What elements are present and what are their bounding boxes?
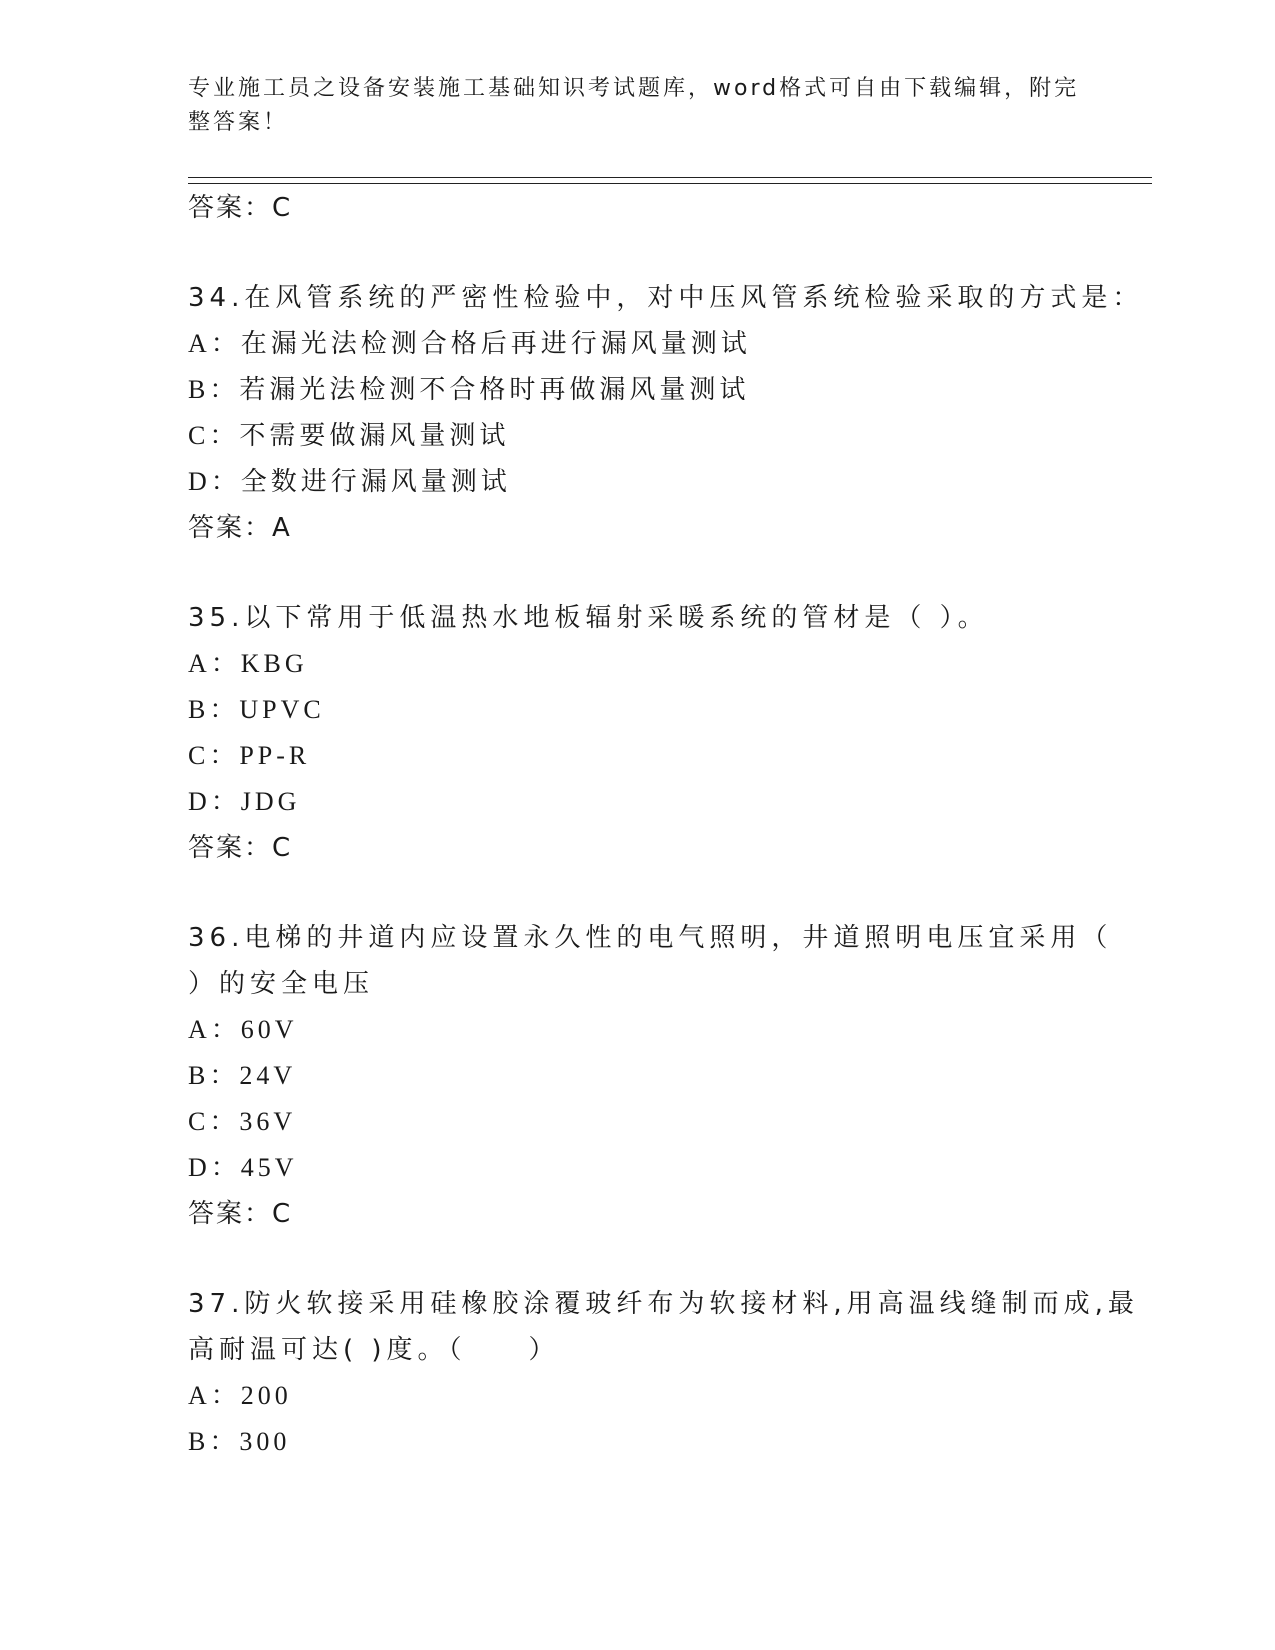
option-letter: A： xyxy=(188,1381,241,1410)
spacer xyxy=(188,551,1088,595)
option-b xyxy=(188,1053,1088,1099)
option-text: KBG xyxy=(240,649,308,678)
header-line-2: 整答案！ xyxy=(188,110,289,135)
option-letter: A： xyxy=(188,649,241,678)
answer-line: 答案：C xyxy=(188,1199,293,1229)
option-d xyxy=(188,779,1088,825)
header-rule-top xyxy=(188,177,1152,178)
option-letter: D： xyxy=(188,787,241,816)
option-letter: D： xyxy=(188,1153,241,1182)
spacer xyxy=(188,871,1088,915)
option-letter: C： xyxy=(188,741,240,770)
document-header xyxy=(188,72,1088,140)
option-letter: C： xyxy=(188,421,240,450)
question-text: 37.防火软接采用硅橡胶涂覆玻纤布为软接材料,用高温线缝制而成,最 xyxy=(188,1289,1139,1319)
option-a xyxy=(188,1373,1088,1419)
spacer xyxy=(188,1237,1088,1281)
option-d xyxy=(188,1145,1088,1191)
option-text: PP-R xyxy=(239,741,311,770)
question-text: 36.电梯的井道内应设置永久性的电气照明，井道照明电压宜采用（ xyxy=(188,923,1113,953)
option-letter: B： xyxy=(188,695,240,724)
option-c xyxy=(188,413,1088,459)
question-block xyxy=(188,595,1088,871)
option-letter: A： xyxy=(188,329,241,358)
option-text: 200 xyxy=(240,1381,292,1410)
option-letter: B： xyxy=(188,1427,240,1456)
question-text: 35.以下常用于低温热水地板辐射采暖系统的管材是（ ）。 xyxy=(188,603,989,633)
answer-line: 答案：A xyxy=(188,513,292,543)
option-text: 24V xyxy=(239,1061,297,1090)
question-text-continued: 高耐温可达( )度。（ ） xyxy=(188,1335,560,1365)
option-text: 300 xyxy=(239,1427,291,1456)
question-block xyxy=(188,915,1113,1237)
option-a xyxy=(188,641,1088,687)
option-a xyxy=(188,1007,1088,1053)
option-letter: A： xyxy=(188,1015,241,1044)
option-text: JDG xyxy=(240,787,301,816)
option-letter: B： xyxy=(188,1061,240,1090)
header-rule-bottom xyxy=(188,183,1152,184)
spacer xyxy=(188,231,1088,275)
option-a xyxy=(188,321,1088,367)
option-text: 不需要做漏风量测试 xyxy=(239,421,510,451)
option-b xyxy=(188,687,1088,733)
question-block xyxy=(188,275,1144,551)
option-d xyxy=(188,459,1088,505)
header-line-1: 专业施工员之设备安装施工基础知识考试题库，word格式可自由下载编辑，附完 xyxy=(188,76,1080,101)
option-letter: B： xyxy=(188,375,240,404)
option-text: 36V xyxy=(239,1107,297,1136)
option-c xyxy=(188,733,1088,779)
option-b xyxy=(188,367,1088,413)
option-text: UPVC xyxy=(239,695,325,724)
option-text: 45V xyxy=(240,1153,298,1182)
question-text: 34.在风管系统的严密性检验中，对中压风管系统检验采取的方式是： xyxy=(188,283,1144,313)
option-text: 在漏光法检测合格后再进行漏风量测试 xyxy=(240,329,751,359)
option-text: 60V xyxy=(240,1015,298,1044)
option-letter: D： xyxy=(188,467,241,496)
option-c xyxy=(188,1099,1088,1145)
question-block xyxy=(188,1281,1139,1465)
option-text: 全数进行漏风量测试 xyxy=(240,467,511,497)
option-text: 若漏光法检测不合格时再做漏风量测试 xyxy=(239,375,750,405)
question-text-continued: ）的安全电压 xyxy=(188,969,375,999)
answer-line: 答案：C xyxy=(188,833,293,863)
option-b xyxy=(188,1419,1088,1465)
answer-line: 答案：C xyxy=(188,193,293,223)
document-body xyxy=(188,185,1144,1465)
option-letter: C： xyxy=(188,1107,240,1136)
